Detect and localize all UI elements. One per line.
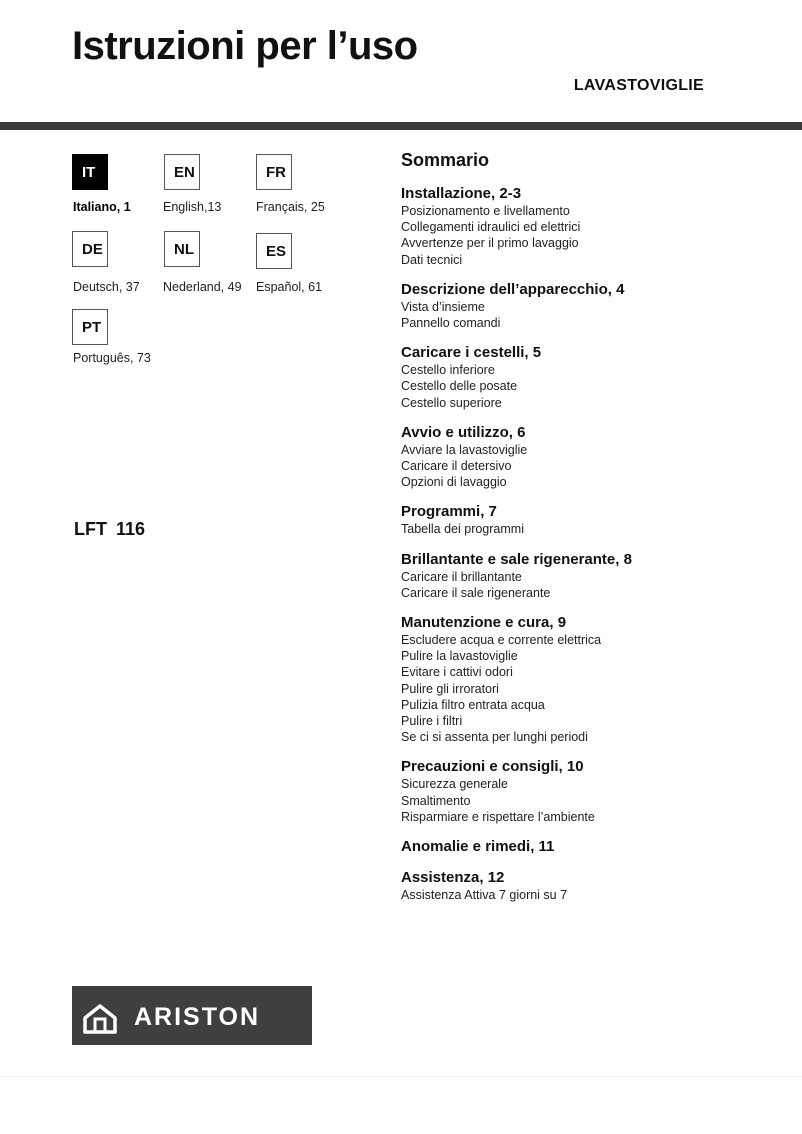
toc-item[interactable]: Pulizia filtro entrata acqua <box>401 697 545 712</box>
lang-label-de: Deutsch, 37 <box>73 280 140 294</box>
toc-section-title[interactable]: Precauzioni e consigli, 10 <box>401 758 584 776</box>
lang-box-nl[interactable]: NL <box>164 231 200 267</box>
page-title: Istruzioni per l’uso <box>72 24 418 68</box>
product-type: LAVASTOVIGLIE <box>573 77 704 94</box>
toc-section <box>401 614 781 745</box>
toc-section <box>401 869 781 903</box>
lang-label-pt: Português, 73 <box>73 351 151 365</box>
table-of-contents <box>401 150 781 916</box>
toc-item[interactable]: Caricare il detersivo <box>401 459 512 474</box>
toc-item[interactable]: Pannello comandi <box>401 316 501 331</box>
toc-item[interactable]: Vista d’insieme <box>401 299 485 314</box>
toc-item[interactable]: Avviare la lavastoviglie <box>401 442 528 457</box>
toc-section <box>401 424 781 491</box>
toc-section-title[interactable]: Assistenza, 12 <box>401 869 505 887</box>
toc-section <box>401 281 781 331</box>
toc-section <box>401 503 781 537</box>
toc-heading: Sommario <box>401 150 490 170</box>
lang-label-es: Español, 61 <box>256 280 323 294</box>
toc-item[interactable]: Collegamenti idraulici ed elettrici <box>401 220 581 235</box>
lang-box-fr[interactable]: FR <box>256 154 292 190</box>
toc-section <box>401 838 781 856</box>
footer-divider <box>0 1076 802 1077</box>
toc-item[interactable]: Caricare il sale rigenerante <box>401 585 551 600</box>
model-number: LFT 116 <box>74 519 146 539</box>
lang-box-es[interactable]: ES <box>256 233 292 269</box>
toc-item[interactable]: Posizionamento e livellamento <box>401 204 570 218</box>
toc-item[interactable]: Avvertenze per il primo lavaggio <box>401 236 579 251</box>
house-icon <box>82 1004 118 1034</box>
toc-item[interactable]: Dati tecnici <box>401 252 463 267</box>
lang-label-nl: Nederland, 49 <box>163 280 242 294</box>
lang-label-it: Italiano, 1 <box>73 200 131 214</box>
toc-item[interactable]: Risparmiare e rispettare l’ambiente <box>401 809 595 824</box>
toc-section <box>401 185 781 268</box>
toc-item[interactable]: Cestello superiore <box>401 395 502 410</box>
brand-name: ARISTON <box>134 1003 261 1031</box>
toc-item[interactable]: Escludere acqua e corrente elettrica <box>401 633 602 648</box>
toc-item[interactable]: Cestello inferiore <box>401 363 495 378</box>
toc-section-title[interactable]: Installazione, 2-3 <box>401 185 522 202</box>
toc-section-title[interactable]: Brillantante e sale rigenerante, 8 <box>401 550 632 568</box>
toc-section <box>401 344 781 411</box>
toc-item[interactable]: Pulire i filtri <box>401 714 463 729</box>
toc-item[interactable]: Pulire la lavastoviglie <box>401 649 518 664</box>
lang-box-de[interactable]: DE <box>72 231 108 267</box>
lang-label-en: English,13 <box>163 200 222 214</box>
toc-item[interactable]: Caricare il brillantante <box>401 569 522 584</box>
lang-box-it[interactable]: IT <box>72 154 108 190</box>
brand-logo <box>72 986 312 1045</box>
toc-sections <box>401 185 781 903</box>
toc-section <box>401 758 781 825</box>
lang-label-fr: Français, 25 <box>256 200 325 214</box>
header-divider <box>0 122 802 130</box>
toc-item[interactable]: Se ci si assenta per lunghi periodi <box>401 730 588 745</box>
lang-box-pt[interactable]: PT <box>72 309 108 345</box>
lang-box-en[interactable]: EN <box>164 154 200 190</box>
toc-item[interactable]: Evitare i cattivi odori <box>401 665 513 680</box>
toc-section-title[interactable]: Programmi, 7 <box>401 503 497 521</box>
toc-section-title[interactable]: Manutenzione e cura, 9 <box>401 614 567 632</box>
toc-item[interactable]: Assistenza Attiva 7 giorni su 7 <box>401 888 568 903</box>
toc-section-title[interactable]: Caricare i cestelli, 5 <box>401 344 542 362</box>
toc-item[interactable]: Smaltimento <box>401 793 471 808</box>
toc-item[interactable]: Sicurezza generale <box>401 777 509 792</box>
toc-item[interactable]: Tabella dei programmi <box>401 522 524 537</box>
toc-section-title[interactable]: Anomalie e rimedi, 11 <box>401 838 555 856</box>
toc-item[interactable]: Cestello delle posate <box>401 379 518 394</box>
toc-item[interactable]: Opzioni di lavaggio <box>401 475 507 490</box>
toc-item[interactable]: Pulire gli irroratori <box>401 681 499 696</box>
toc-section-title[interactable]: Avvio e utilizzo, 6 <box>401 423 526 441</box>
toc-section-title[interactable]: Descrizione dell’apparecchio, 4 <box>401 280 625 298</box>
toc-section <box>401 551 781 601</box>
